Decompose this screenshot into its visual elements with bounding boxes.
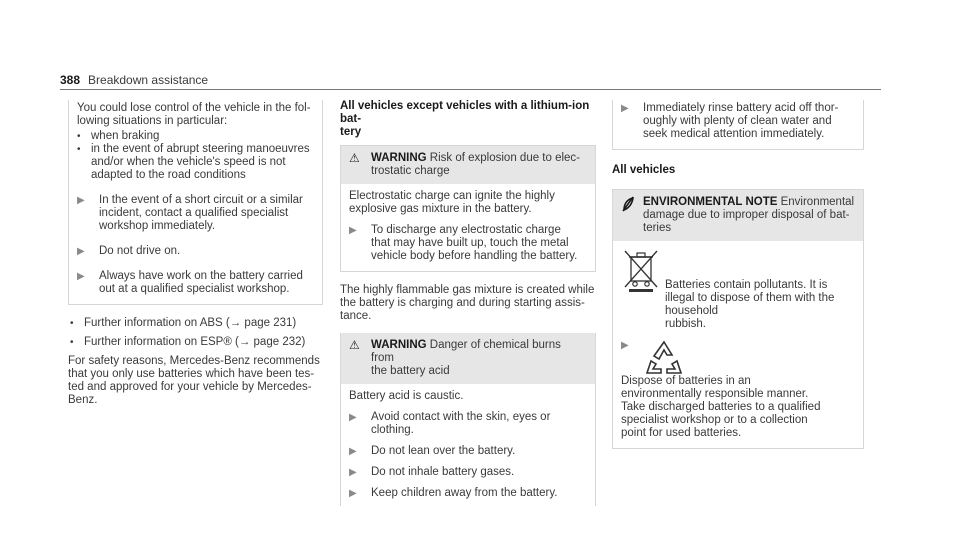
- warning-label: WARNING: [371, 339, 427, 351]
- env-body: Batteries contain pollutants. It is illegal to dispose of them with the household rubbish.: [665, 279, 835, 330]
- esp-reference: Further information on ESP® (→ page 232): [84, 336, 306, 348]
- triangle-right-icon: ▶: [349, 412, 357, 423]
- triangle-right-icon: ▶: [77, 246, 85, 257]
- triangle-right-icon: ▶: [349, 467, 357, 478]
- warning-label: WARNING: [371, 152, 427, 164]
- triangle-right-icon: ▶: [621, 103, 629, 114]
- env-label: ENVIRONMENTAL NOTE: [643, 196, 778, 208]
- warning-box-explosion: [340, 145, 596, 272]
- page-number: 388: [60, 73, 81, 87]
- instruction-step: ▶ In the event of a short circuit or a similar incident, contact a qualified specialist workshop immediately.: [77, 194, 303, 232]
- instruction-step: ▶ Immediately rinse battery acid off thor- oughly with plenty of clean water and seek medical attention immediately.: [621, 102, 839, 140]
- env-title: Environmental damage due to improper disposal of bat- teries: [643, 196, 855, 234]
- section-heading: All vehicles except vehicles with a lithium-ion bat- tery: [340, 100, 590, 138]
- triangle-right-icon: ▶: [621, 340, 629, 351]
- abs-reference: Further information on ABS (→ page 231): [84, 317, 297, 329]
- instruction-step: ▶ Do not drive on.: [77, 245, 181, 257]
- list-item: • when braking: [77, 130, 160, 142]
- warning-triangle-icon: ⚠: [349, 151, 360, 165]
- section-title: Breakdown assistance: [88, 73, 209, 87]
- column-2: [340, 100, 596, 506]
- warning-box-acid: [340, 333, 596, 506]
- list-item: • Further information on ABS (→ page 231): [70, 317, 297, 329]
- triangle-right-icon: ▶: [349, 446, 357, 457]
- crossed-out-bin-icon: [621, 247, 665, 293]
- instruction-step: ▶ Keep children away from the battery.: [349, 487, 558, 499]
- warning-title: Risk of explosion due to elec- trostatic charge: [371, 152, 581, 177]
- warning-title: Danger of chemical burns from the battery acid: [371, 339, 561, 377]
- warning-continued-box: [68, 100, 323, 305]
- column-1: [68, 100, 323, 407]
- warning-continued-box: [612, 100, 864, 150]
- warning-body: Electrostatic charge can ignite the highly explosive gas mixture in the battery.: [349, 190, 555, 215]
- environmental-note-box: [612, 189, 864, 449]
- triangle-right-icon: ▶: [349, 488, 357, 499]
- paragraph: The highly flammable gas mixture is created while the battery is charging and during starting assis- tance.: [340, 284, 595, 322]
- section-heading: All vehicles: [612, 164, 676, 176]
- instruction-step: ▶ Do not inhale battery gases.: [349, 466, 515, 478]
- list-item: • in the event of abrupt steering manoeuvres and/or when the vehicle's speed is not adapted to the road conditions: [77, 143, 310, 181]
- list-item: • Further information on ESP® (→ page 232): [70, 336, 306, 348]
- instruction-step: ▶ Always have work on the battery carried out at a qualified specialist workshop.: [77, 270, 303, 295]
- triangle-right-icon: ▶: [77, 271, 85, 282]
- warning-body: Battery acid is caustic.: [349, 390, 464, 402]
- env-step-text: Dispose of batteries in an environmentally responsible manner. Take discharged batteries to a qualified specialist workshop or to a collection point for used batteries.: [621, 375, 821, 439]
- no-leaf-icon: [621, 196, 643, 235]
- column-3: [612, 100, 864, 449]
- header-rule: [60, 89, 881, 90]
- page-header: [60, 74, 208, 87]
- triangle-right-icon: ▶: [77, 195, 85, 206]
- instruction-step: ▶ To discharge any electrostatic charge that may have built up, touch the metal vehicle body before handling the battery.: [349, 224, 578, 262]
- instruction-step: ▶ Avoid contact with the skin, eyes or clothing.: [349, 411, 551, 436]
- triangle-right-icon: ▶: [349, 225, 357, 236]
- warning-triangle-icon: ⚠: [349, 338, 360, 352]
- instruction-step: ▶ Do not lean over the battery.: [349, 445, 516, 457]
- intro-text: You could lose control of the vehicle in the fol- lowing situations in particular:: [77, 102, 311, 127]
- safety-text: For safety reasons, Mercedes-Benz recommends that you only use batteries which have been tes- ted and approved for your vehicle by Mercedes- Benz.: [68, 355, 320, 406]
